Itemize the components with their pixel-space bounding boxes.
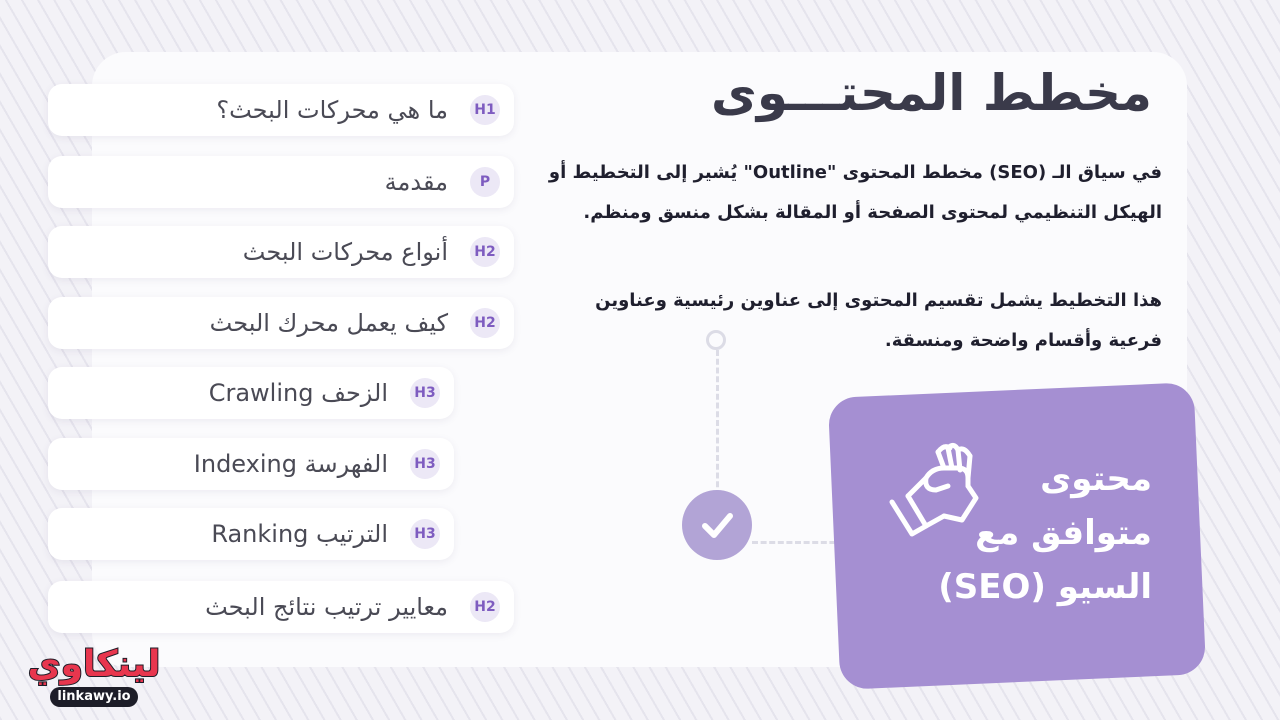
outline-item-text: معايير ترتيب نتائج البحث bbox=[205, 593, 448, 621]
heading-tag-badge: H2 bbox=[470, 237, 500, 267]
outline-item-text: الفهرسة Indexing bbox=[193, 450, 388, 478]
outline-item-p bbox=[48, 156, 514, 208]
heading-tag-badge: H3 bbox=[410, 378, 440, 408]
outline-item-h1 bbox=[48, 84, 514, 136]
checkmark-icon bbox=[682, 490, 752, 560]
logo-wordmark: لينكاوي bbox=[27, 644, 161, 685]
page-title: مخطط المحتـــوى bbox=[711, 64, 1152, 122]
dashed-connector-horizontal bbox=[752, 541, 844, 544]
brand-logo bbox=[24, 643, 164, 713]
logo-domain: linkawy.io bbox=[50, 687, 138, 707]
outline-item-text: أنواع محركات البحث bbox=[242, 238, 448, 266]
heading-tag-badge: H3 bbox=[410, 519, 440, 549]
heading-tag-badge: H2 bbox=[470, 308, 500, 338]
outline-item-h3 bbox=[48, 438, 454, 490]
outline-item-h2 bbox=[48, 297, 514, 349]
detail-paragraph: هذا التخطيط يشمل تقسيم المحتوى إلى عناوين رئيسية وعناوين فرعية وأقسام واضحة ومنسقة. bbox=[595, 290, 1162, 351]
heading-tag-badge: H3 bbox=[410, 449, 440, 479]
heading-tag-badge: H1 bbox=[470, 95, 500, 125]
intro-paragraph: في سياق الـ (SEO) مخطط المحتوى "Outline" يُشير إلى التخطيط أو الهيكل التنظيمي لمحتوى الصفحة أو المقالة بشكل منسق ومنظم. bbox=[548, 162, 1162, 223]
dashed-connector-vertical bbox=[716, 350, 719, 496]
outline-item-text: مقدمة bbox=[384, 168, 448, 196]
outline-item-h2 bbox=[48, 581, 514, 633]
outline-item-h2 bbox=[48, 226, 514, 278]
outline-item-text: ما هي محركات البحث؟ bbox=[216, 96, 448, 124]
callout-line-3: السيو (SEO) bbox=[938, 567, 1152, 607]
outline-item-h3 bbox=[48, 508, 454, 560]
connector-start-dot bbox=[706, 330, 726, 350]
outline-item-text: الترتيب Ranking bbox=[211, 520, 388, 548]
heading-tag-badge: H2 bbox=[470, 592, 500, 622]
heading-tag-badge: P bbox=[470, 167, 500, 197]
callout-line-2: متوافق مع bbox=[975, 513, 1152, 553]
callout-line-1: محتوى bbox=[1040, 459, 1152, 499]
seo-callout-text bbox=[932, 452, 1152, 614]
outline-item-h3 bbox=[48, 367, 454, 419]
outline-item-text: كيف يعمل محرك البحث bbox=[209, 309, 448, 337]
outline-item-text: الزحف Crawling bbox=[208, 379, 388, 407]
